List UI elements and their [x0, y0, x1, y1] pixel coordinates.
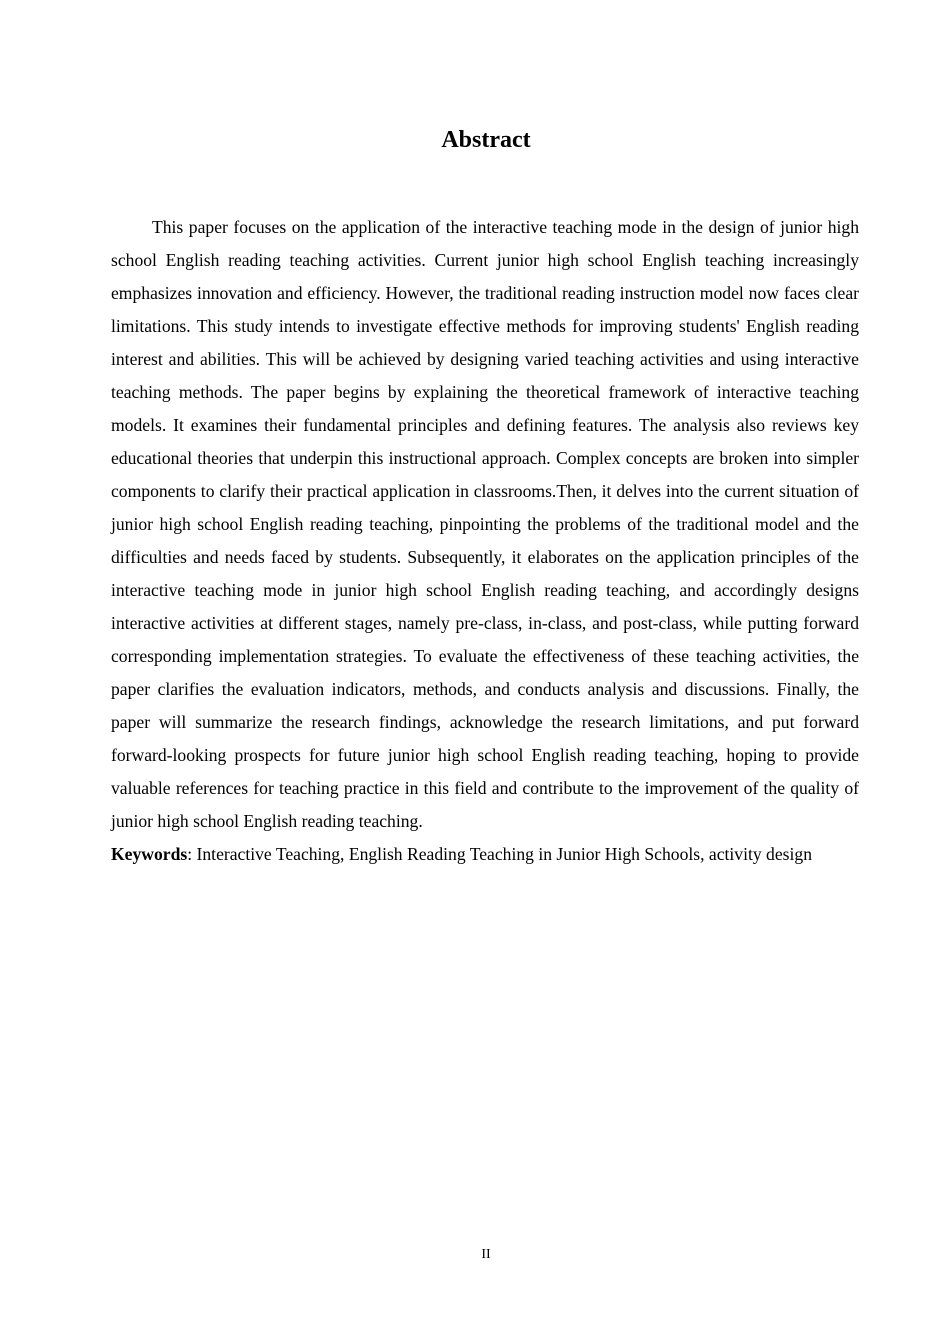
keywords-separator: : [187, 844, 193, 864]
abstract-paragraph: This paper focuses on the application of the interactive teaching mode in the design of junior high school English reading teaching activities. Current junior high school English teaching increasingly emphasizes innovation and efficiency. However, the traditional reading instruction model now faces clear limitations. This study intends to investigate effective methods for improving students' English reading interest and abilities. This will be achieved by designing varied teaching activities and using interactive teaching methods. The paper begins by explaining the theoretical framework of interactive teaching models. It examines their fundamental principles and defining features. The analysis also reviews key educational theories that underpin this instructional approach. Complex concepts are broken into simpler components to clarify their practical application in classrooms.Then, it delves into the current situation of junior high school English reading teaching, pinpointing the problems of the traditional model and the difficulties and needs faced by students. Subsequently, it elaborates on the application principles of the interactive teaching mode in junior high school English reading teaching, and accordingly designs interactive activities at different stages, namely pre-class, in-class, and post-class, while putting forward corresponding implementation strategies. To evaluate the effectiveness of these teaching activities, the paper clarifies the evaluation indicators, methods, and conducts analysis and discussions. Finally, the paper will summarize the research findings, acknowledge the research limitations, and put forward forward-looking prospects for future junior high school English reading teaching, hoping to provide valuable references for teaching practice in this field and contribute to the improvement of the quality of junior high school English reading teaching. [111, 217, 859, 831]
page-number: II [481, 1247, 491, 1262]
keywords-list: Interactive Teaching, English Reading Teaching in Junior High Schools, activity design [192, 844, 812, 864]
page-title: Abstract [441, 127, 531, 153]
abstract-body [111, 211, 859, 871]
keywords-label: Keywords [111, 844, 188, 864]
keywords-paragraph [111, 838, 859, 871]
